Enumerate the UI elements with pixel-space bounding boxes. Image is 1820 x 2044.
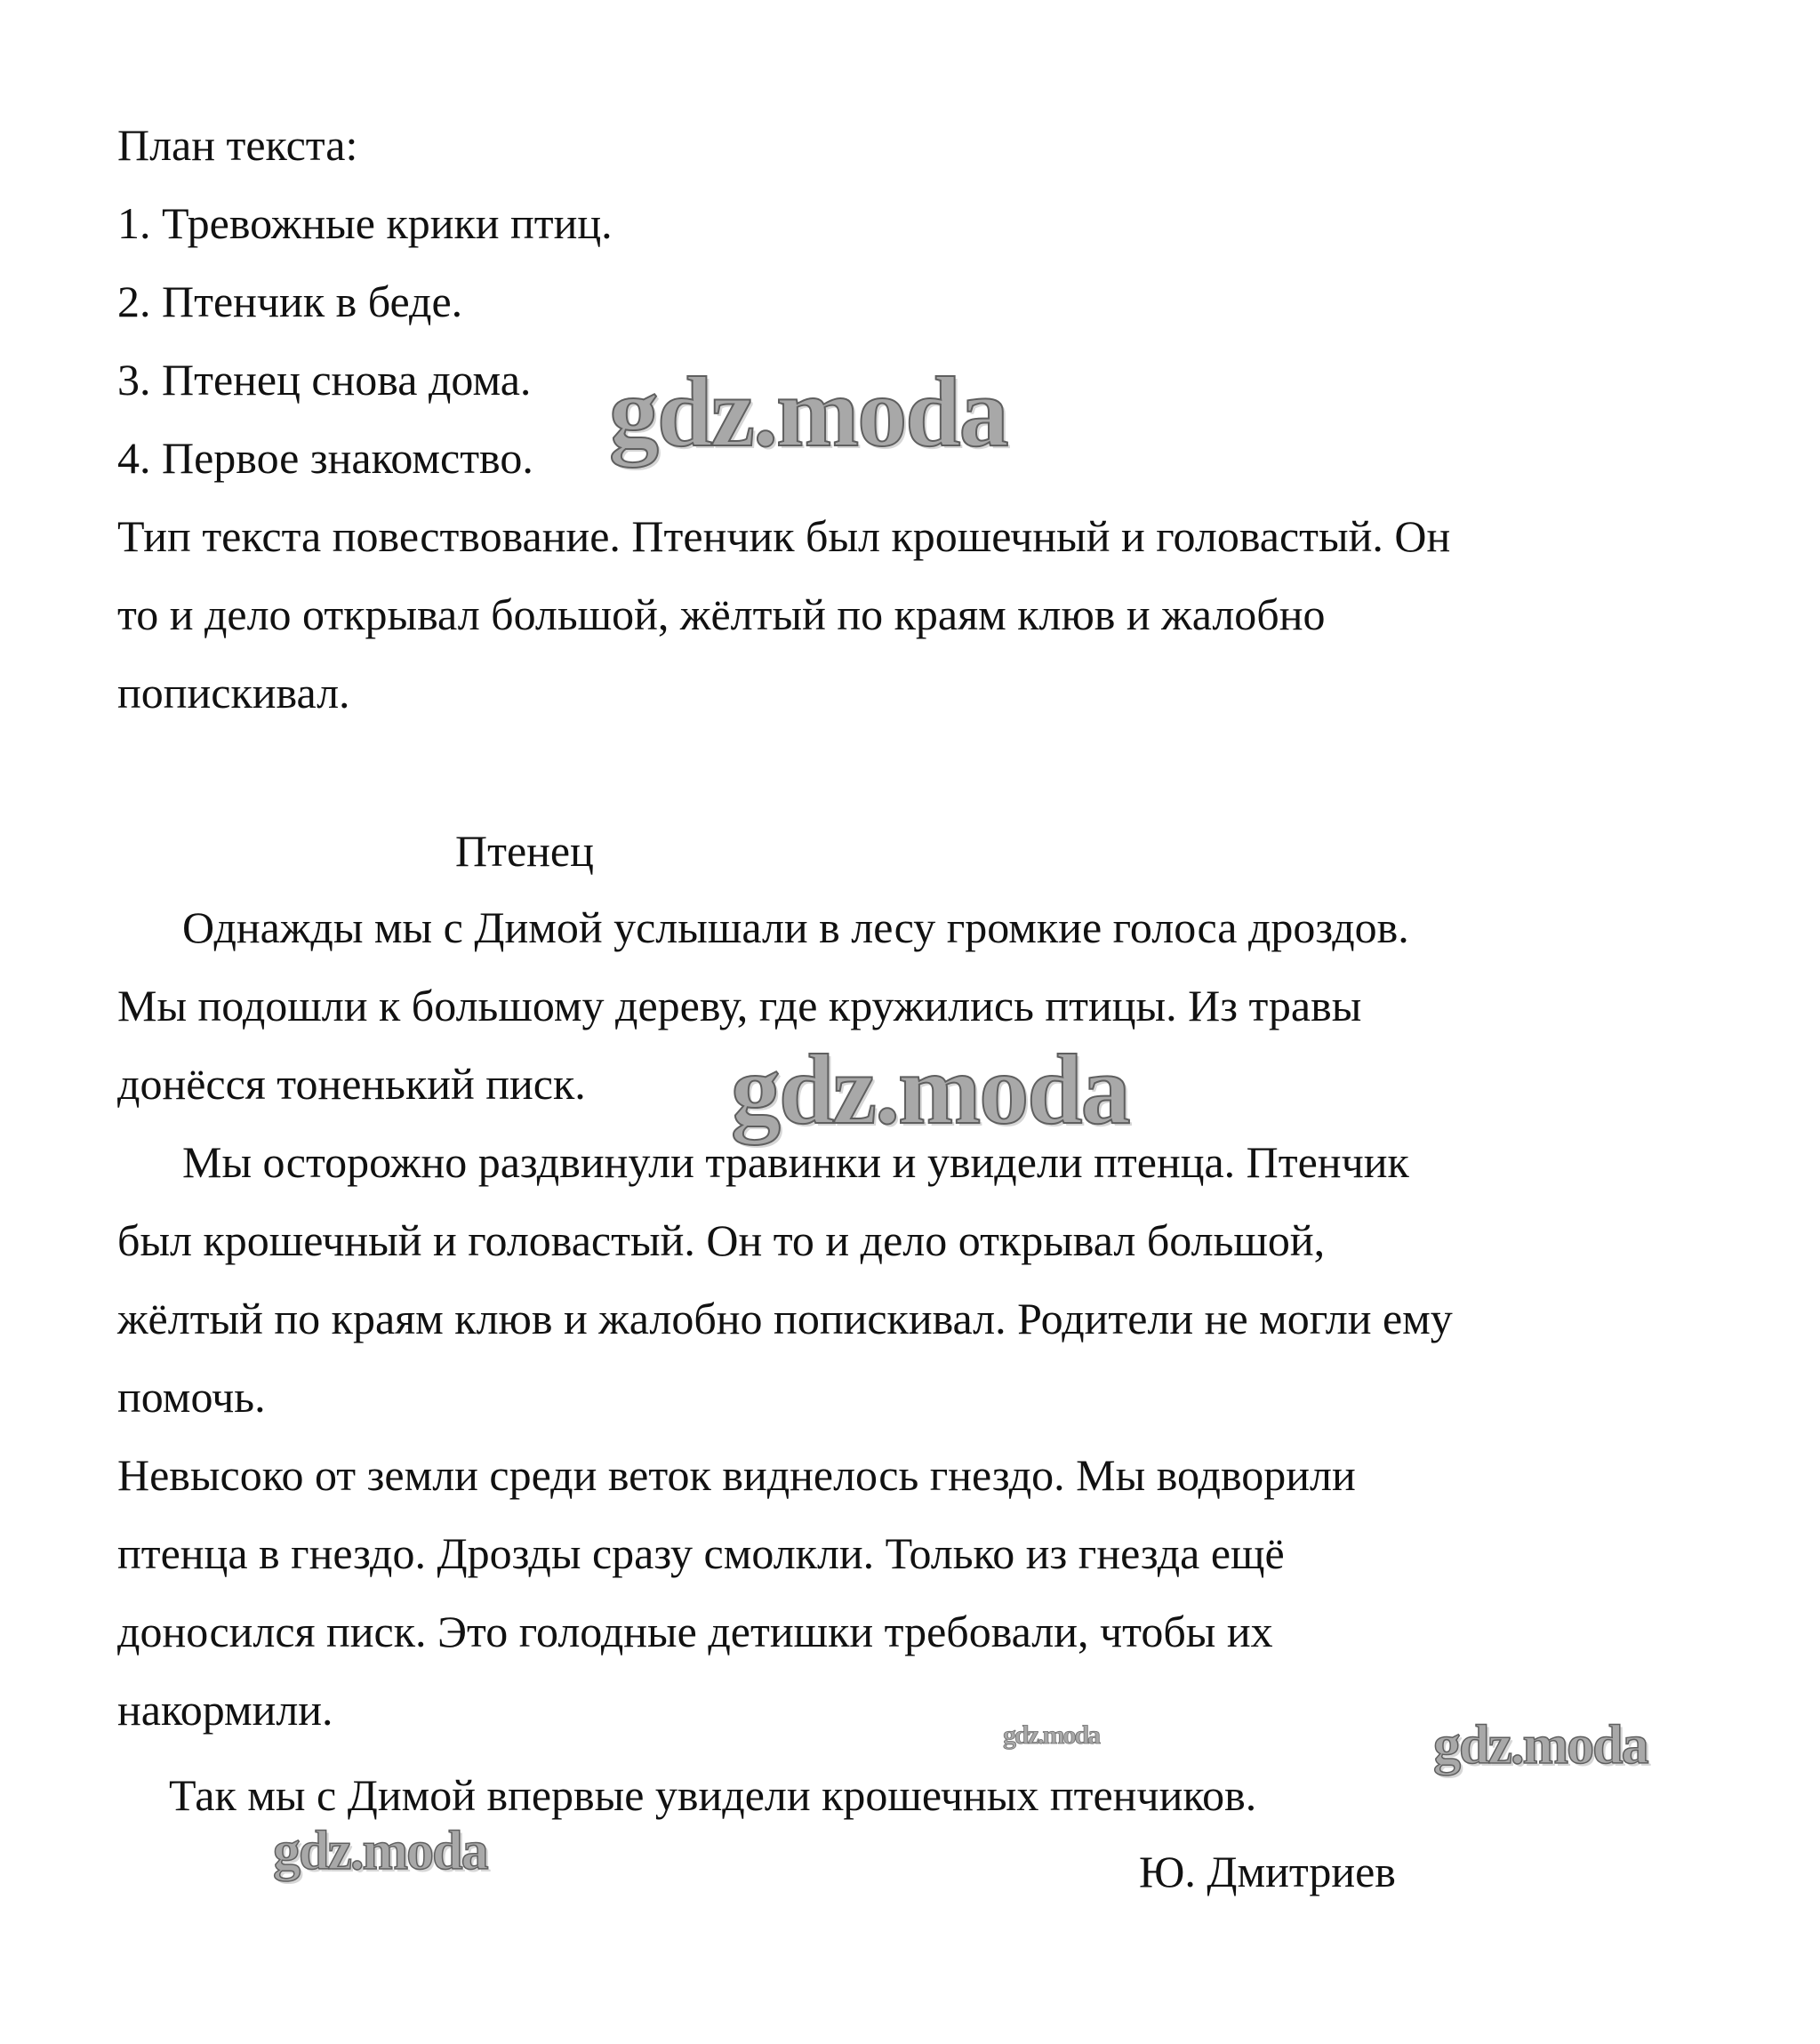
watermark: gdz.moda bbox=[1433, 1715, 1648, 1775]
story-line-2: Мы подошли к большому дереву, где кружились птицы. Из травы bbox=[117, 981, 1362, 1030]
story-title: Птенец bbox=[455, 826, 594, 876]
story-line-6: жёлтый по краям клюв и жалобно попискивал. Родители не могли ему bbox=[117, 1294, 1453, 1343]
story-line-9: птенца в гнездо. Дрозды сразу смолкли. Только из гнезда ещё bbox=[117, 1528, 1285, 1578]
story-line-5: был крошечный и головастый. Он то и дело открывал большой, bbox=[117, 1215, 1326, 1265]
story-line-1: Однажды мы с Димой услышали в лесу громкие голоса дроздов. bbox=[182, 902, 1409, 952]
watermark: gdz.moda bbox=[1003, 1720, 1100, 1750]
story-author: Ю. Дмитриев bbox=[1139, 1847, 1396, 1896]
story-line-4: Мы осторожно раздвинули травинки и увидели птенца. Птенчик bbox=[182, 1137, 1409, 1187]
watermark: gdz.moda bbox=[609, 357, 1007, 468]
story-line-10: доносился писк. Это голодные детишки требовали, чтобы их bbox=[117, 1607, 1273, 1656]
plan-item-2: 2. Птенчик в беде. bbox=[117, 277, 463, 326]
story-line-11: накормили. bbox=[117, 1685, 333, 1735]
watermark: gdz.moda bbox=[731, 1035, 1129, 1145]
story-line-8: Невысоко от земли среди веток виднелось гнездо. Мы водворили bbox=[117, 1450, 1356, 1500]
plan-item-1: 1. Тревожные крики птиц. bbox=[117, 198, 613, 248]
story-line-3: донёсся тоненький писк. bbox=[117, 1059, 586, 1109]
summary-line-2: то и дело открывал большой, жёлтый по краям клюв и жалобно bbox=[117, 589, 1326, 639]
story-line-7: помочь. bbox=[117, 1372, 266, 1422]
watermark: gdz.moda bbox=[273, 1821, 487, 1881]
plan-item-4: 4. Первое знакомство. bbox=[117, 433, 533, 483]
summary-line-3: попискивал. bbox=[117, 668, 350, 717]
plan-item-3: 3. Птенец снова дома. bbox=[117, 355, 532, 405]
summary-line-1: Тип текста повествование. Птенчик был крошечный и головастый. Он bbox=[117, 511, 1451, 561]
plan-heading: План текста: bbox=[117, 120, 358, 170]
story-line-12: Так мы с Димой впервые увидели крошечных птенчиков. bbox=[169, 1770, 1257, 1820]
